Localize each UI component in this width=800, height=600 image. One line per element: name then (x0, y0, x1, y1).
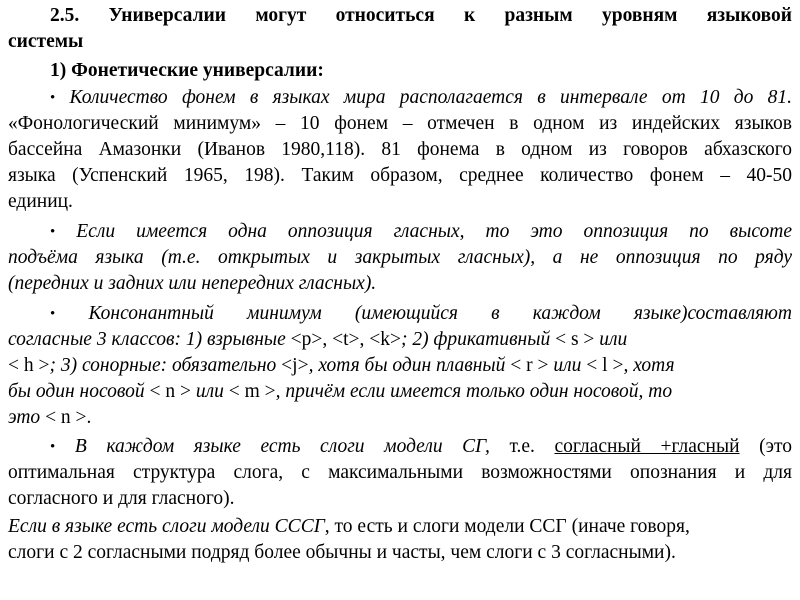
closing-line-2: слоги с 2 согласными подряд более обычны и часты, чем слоги с 3 согласными). (8, 542, 676, 563)
bullet-4-line-2: оптимальная структура слога, с максимальными возможностями опознания и для (8, 462, 792, 483)
section-heading-line-2: системы (8, 31, 84, 52)
bullet-1-line-4: языка (Успенский 1965, 198). Таким образом, среднее количество фонем – 40-50 (8, 165, 792, 186)
bullet-icon: • (50, 224, 56, 240)
bullet-3-line-4: бы один носовой < n > или < m >, причём если имеется только один носовой, то (8, 381, 673, 402)
bullet-icon: • (50, 90, 56, 106)
bullet-4-line-3: согласного и для гласного). (8, 488, 235, 509)
bullet-2-line-3: (передних и задних или непередних гласных). (8, 273, 377, 294)
bullet-3-line-2: согласные 3 классов: 1) взрывные <p>, <t>, <k>; 2) фрикативный < s > или (8, 329, 628, 350)
bullet-1-line-5: единиц. (8, 191, 73, 212)
bullet-1-line-2: «Фонологический минимум» – 10 фонем – отмечен в одном из индейских языков (8, 113, 792, 134)
bullet-3-line-3: < h >; 3) сонорные: обязательно <j>, хотя бы один плавный < r > или < l >, хотя (8, 355, 675, 376)
underlined-term: согласный +гласный (554, 436, 740, 457)
bullet-icon: • (50, 306, 56, 322)
subheading: 1) Фонетические универсалии: (50, 60, 324, 81)
bullet-1-line-3: бассейна Амазонки (Иванов 1980,118). 81 фонема в одном из говоров абхазского (8, 139, 792, 160)
bullet-icon: • (50, 439, 56, 455)
bullet-3-line-1: • Консонантный минимум (имеющийся в каждом языке)составляют (50, 303, 793, 324)
bullet-4-line-1: • В каждом языке есть слоги модели СГ, т.е. согласный +гласный (это (50, 436, 792, 457)
bullet-2-line-2: подъёма языка (т.е. открытых и закрытых гласных), а не оппозиция по ряду (8, 247, 792, 268)
closing-line-1: Если в языке есть слоги модели СССГ, то есть и слоги модели ССГ (иначе говоря, (8, 516, 690, 537)
bullet-2-line-1: • Если имеется одна оппозиция гласных, то это оппозиция по высоте (50, 221, 792, 242)
bullet-1-line-1: • Количество фонем в языках мира располагается в интервале от 10 до 81. (50, 87, 793, 108)
section-heading-line-1: 2.5. Универсалии могут относиться к разным уровням языковой (50, 5, 792, 26)
bullet-3-line-5: это < n >. (8, 407, 92, 428)
